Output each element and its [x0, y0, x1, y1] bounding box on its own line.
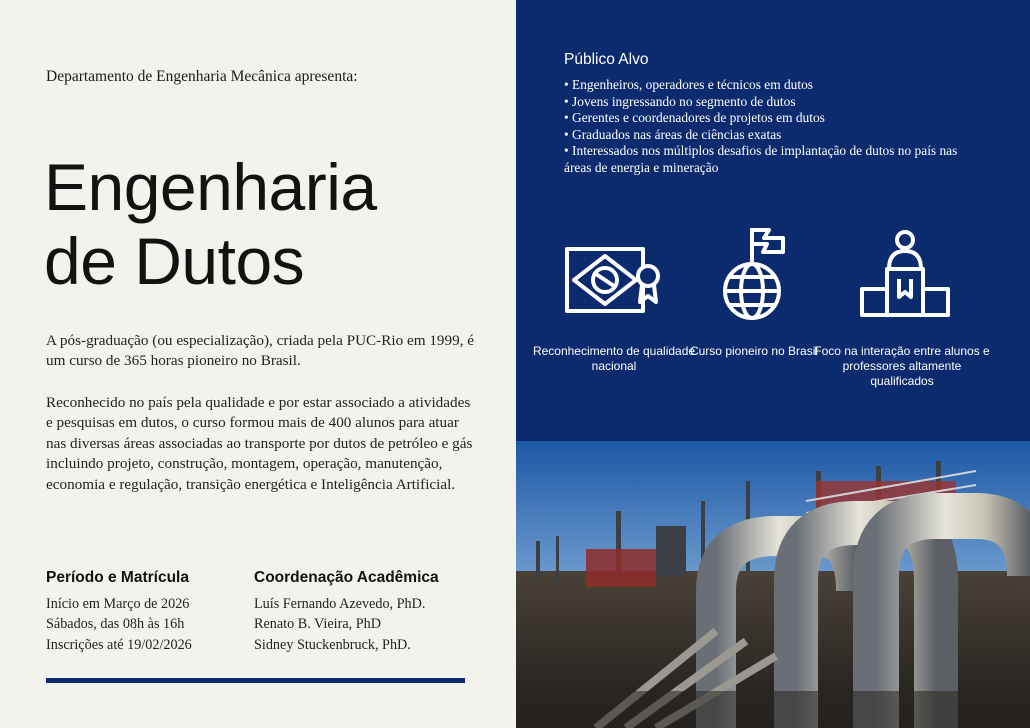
department-label: Departamento de Engenharia Mecânica apresenta: [46, 67, 358, 85]
coordenacao-heading: Coordenação Acadêmica [254, 569, 439, 586]
publico-alvo-item: • Graduados nas áreas de ciências exatas [564, 126, 782, 142]
intro-paragraph: A pós-graduação (ou especialização), criada pela PUC-Rio em 1999, é um curso de 365 horas pioneiro no Brasil. [46, 332, 475, 370]
periodo-heading: Período e Matrícula [46, 569, 189, 586]
periodo-item: Sábados, das 08h às 16h [46, 616, 185, 633]
coordenador-item: Sidney Stuckenbruck, PhD. [254, 636, 411, 653]
publico-alvo-heading: Público Alvo [564, 51, 649, 68]
publico-alvo-item: • Engenheiros, operadores e técnicos em dutos [564, 77, 813, 92]
globe-flag-icon [719, 224, 789, 322]
coordenador-item: Renato B. Vieira, PhD [254, 616, 381, 633]
periodo-list [46, 594, 192, 655]
periodo-item: Inscrições até 19/02/2026 [46, 636, 192, 653]
bottom-divider [46, 678, 465, 683]
coordenacao-list [254, 594, 425, 655]
feature-caption: Foco na interação entre alunos e professores altamente qualificados [814, 344, 990, 389]
brazil-certificate-icon [564, 246, 666, 316]
pipeline-photo [516, 441, 1030, 728]
publico-alvo-item: • Interessados nos múltiplos desafios de implantação de dutos no país nas áreas de energia e mineração [564, 143, 958, 175]
target-audience-panel [516, 0, 1030, 441]
page-title [44, 150, 504, 298]
podium-person-icon [859, 229, 951, 319]
feature-caption: Reconhecimento de qualidade nacional [532, 344, 696, 374]
description-paragraph: Reconhecido no país pela qualidade e por estar associado a atividades e pesquisas em dutos, o curso formou mais de 400 alunos para atuar nas diversas áreas associadas ao transporte por dutos de petróleo e gás incluindo projeto, construção, montagem, operação, manutenção, economia e regulação, transição energética e Inteligência Artificial. [46, 394, 473, 493]
coordenador-item: Luís Fernando Azevedo, PhD. [254, 596, 426, 612]
publico-alvo-item: • Gerentes e coordenadores de projetos em dutos [564, 110, 825, 126]
publico-alvo-item: • Jovens ingressando no segmento de dutos [564, 93, 796, 109]
feature-caption: Curso pioneiro no Brasil [689, 344, 819, 358]
title-line-2: de Dutos [44, 224, 305, 298]
publico-alvo-list [564, 77, 984, 177]
periodo-item: Início em Março de 2026 [46, 596, 190, 612]
title-line-1: Engenharia [44, 150, 377, 224]
